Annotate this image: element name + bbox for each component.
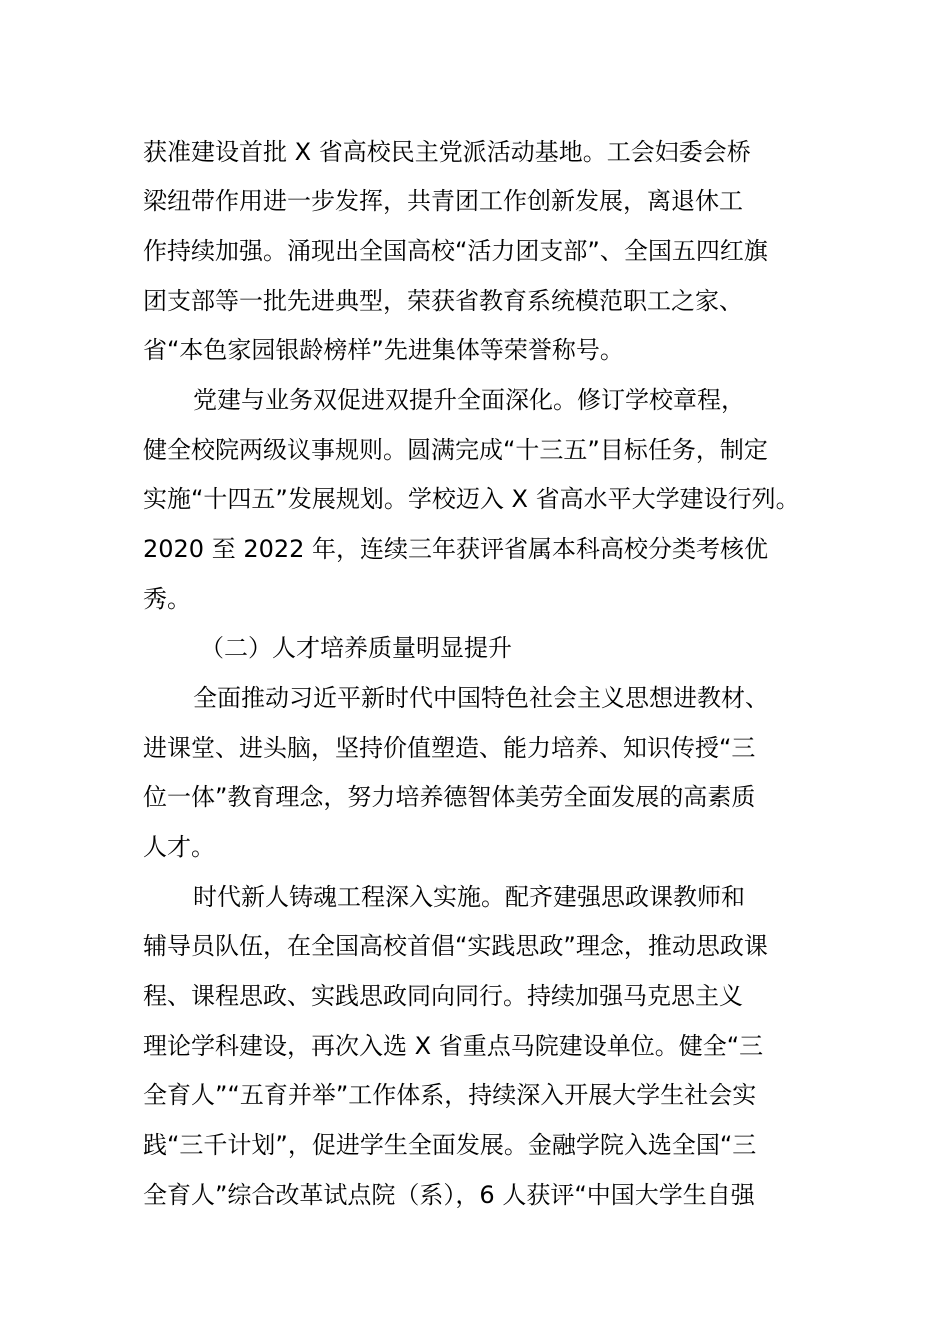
text-line: 作持续加强。涌现出全国高校“活力团支部”、全国五四红旗 bbox=[143, 237, 768, 265]
text-line: 辅导员队伍，在全国高校首倡“实践思政”理念，推动思政课 bbox=[143, 932, 768, 960]
text-line: 秀。 bbox=[143, 585, 191, 613]
text-line: 践“三千计划”，促进学生全面发展。金融学院入选全国“三 bbox=[143, 1131, 757, 1159]
text-line: 进课堂、进头脑，坚持价值塑造、能力培养、知识传授“三 bbox=[143, 734, 756, 762]
text-line: 省“本色家园银龄榜样”先进集体等荣誉称号。 bbox=[143, 336, 624, 364]
text-line: 全育人”综合改革试点院（系），6 人获评“中国大学生自强 bbox=[143, 1181, 755, 1209]
text-line: 2020 至 2022 年，连续三年获评省属本科高校分类考核优 bbox=[143, 535, 769, 563]
text-line: 党建与业务双促进双提升全面深化。修订学校章程， bbox=[193, 386, 745, 414]
text-line: 团支部等一批先进典型，荣获省教育系统模范职工之家、 bbox=[143, 287, 743, 315]
text-line: 理论学科建设，再次入选 X 省重点马院建设单位。健全“三 bbox=[143, 1032, 764, 1060]
text-line: 时代新人铸魂工程深入实施。配齐建强思政课教师和 bbox=[193, 883, 745, 911]
text-line: 实施“十四五”发展规划。学校迈入 X 省高水平大学建设行列。 bbox=[143, 485, 800, 513]
text-line: 程、课程思政、实践思政同向同行。持续加强马克思主义 bbox=[143, 982, 743, 1010]
section-heading: （二）人才培养质量明显提升 bbox=[200, 634, 512, 662]
text-line: 全面推动习近平新时代中国特色社会主义思想进教材、 bbox=[193, 684, 769, 712]
text-line: 人才。 bbox=[143, 833, 215, 861]
text-line: 健全校院两级议事规则。圆满完成“十三五”目标任务，制定 bbox=[143, 436, 768, 464]
text-line: 梁纽带作用进一步发挥，共青团工作创新发展，离退休工 bbox=[143, 187, 743, 215]
text-line: 全育人”“五育并举”工作体系，持续深入开展大学生社会实 bbox=[143, 1081, 757, 1109]
text-line: 位一体”教育理念，努力培养德智体美劳全面发展的高素质 bbox=[143, 783, 756, 811]
text-line: 获准建设首批 X 省高校民主党派活动基地。工会妇委会桥 bbox=[143, 138, 751, 166]
